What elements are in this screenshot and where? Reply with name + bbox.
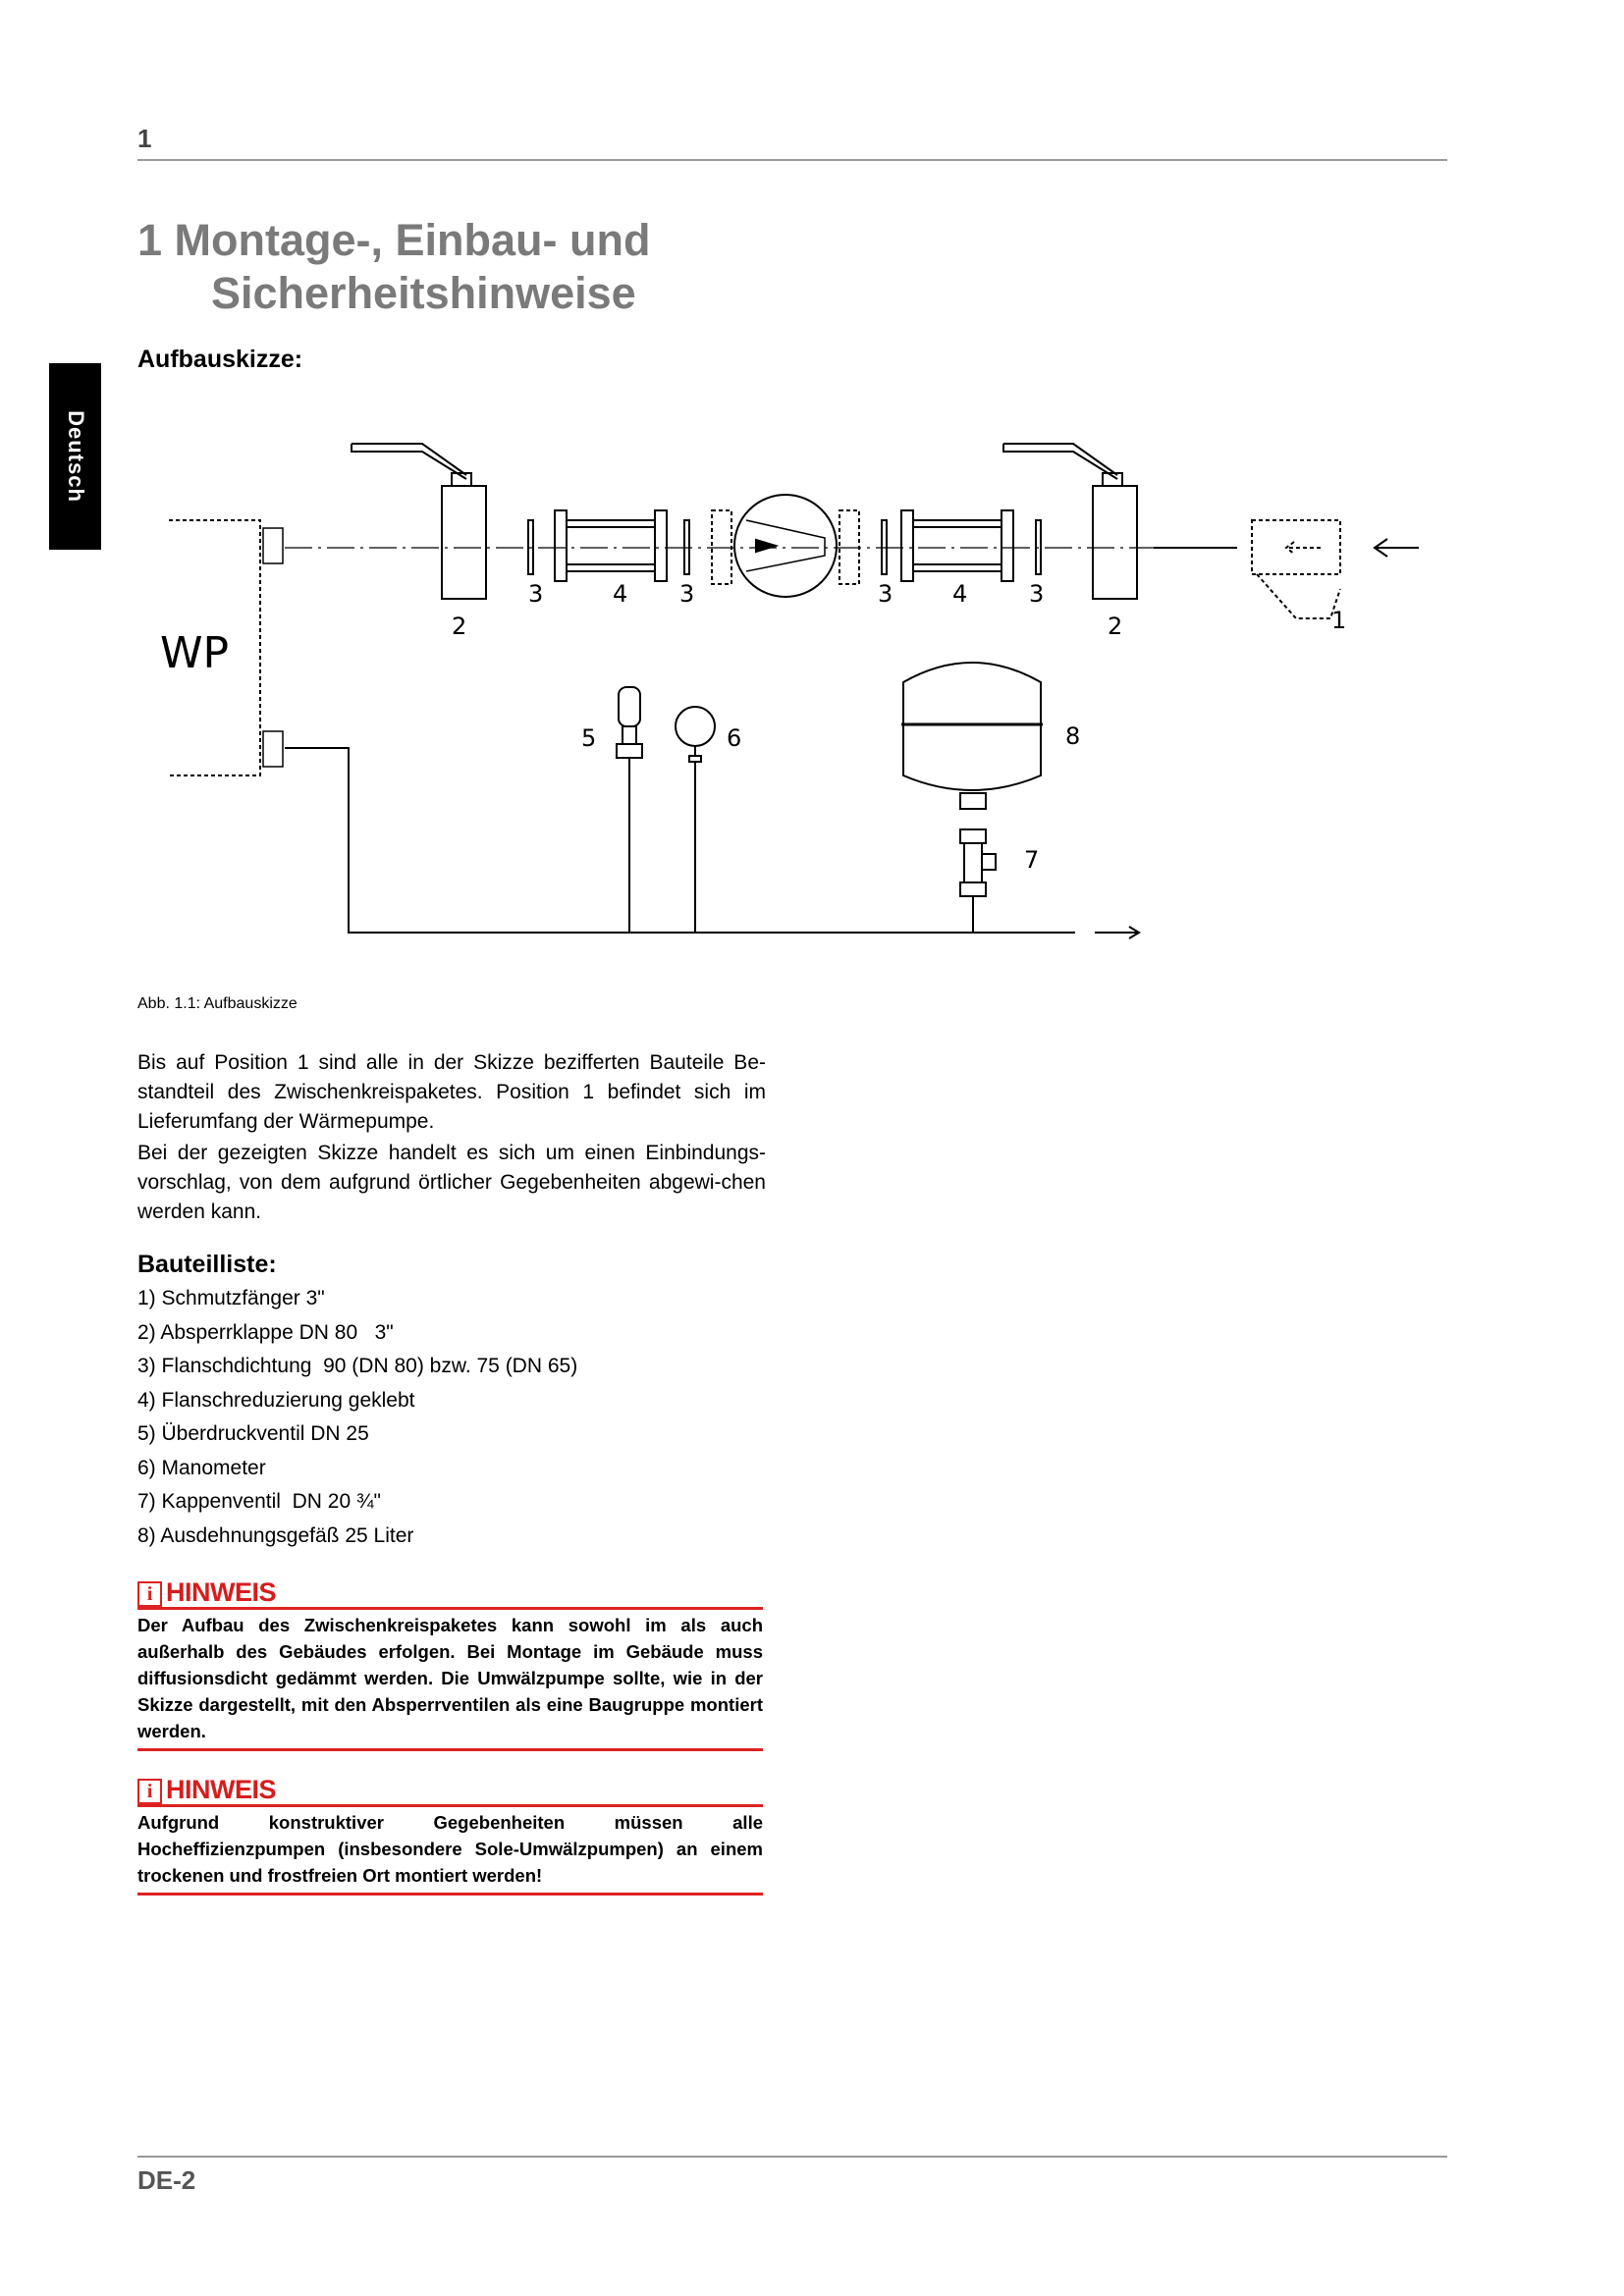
- list-item: 3) Flanschdichtung 90 (DN 80) bzw. 75 (DN 65): [137, 1355, 578, 1377]
- paragraph-proposal: Bei der gezeigten Skizze handelt es sich um einen Einbindungs-vorschlag, von dem aufgrund örtlicher Gegebenheiten abgewi-chen werden kann.: [137, 1142, 766, 1223]
- language-tab: [49, 363, 101, 550]
- parts-heading: Bauteilliste:: [137, 1251, 277, 1278]
- sketch-heading: Aufbauskizze:: [137, 346, 303, 373]
- page-title-line1: 1 Montage-, Einbau- und: [137, 215, 651, 265]
- footer-rule: [137, 2156, 1447, 2158]
- page-title-line2: Sicherheitshinweise: [211, 268, 636, 318]
- list-item: 1) Schmutzfänger 3": [137, 1287, 325, 1309]
- label-3-b: 3: [679, 580, 695, 608]
- label-8: 8: [1065, 722, 1081, 750]
- header-rule: [137, 159, 1447, 161]
- chapter-number: 1: [137, 124, 152, 153]
- outflow-arrow: [1095, 927, 1139, 938]
- notice-title: HINWEIS: [166, 1577, 277, 1607]
- paragraph-scope: Bis auf Position 1 sind alle in der Skizze bezifferten Bauteile Be-standteil des Zwischenkreispaketes. Position 1 befindet sich im Lieferumfang der Wärmepumpe.: [137, 1051, 766, 1133]
- list-item: 2) Absperrklappe DN 80 3": [137, 1320, 394, 1344]
- manometer: [676, 707, 715, 933]
- label-7: 7: [1024, 846, 1040, 874]
- notice-bottom-rule: [137, 1893, 763, 1896]
- overpressure-valve: [617, 687, 642, 933]
- shutoff-valve-left: [352, 444, 486, 599]
- label-5: 5: [581, 724, 597, 752]
- wp-return-connector: [263, 731, 283, 767]
- label-1: 1: [1331, 607, 1347, 634]
- label-3-c: 3: [878, 580, 893, 608]
- notice-text: Der Aufbau des Zwischenkreispaketes kann sowohl im als auch außerhalb des Gebäudes erfolgen. Bei Montage im Gebäude muss diffusionsdicht gedämmt werden. Die Umwälzpumpe sollte, wie in der Skizze dargestellt, mit den Absperrventilen als eine Baugruppe montiert werden.: [137, 1615, 763, 1741]
- figure-caption: Abb. 1.1: Aufbauskizze: [137, 995, 298, 1012]
- notice-text: Aufgrund konstruktiver Gegebenheiten müssen alle Hocheffizienzpumpen (insbesondere Sole-Umwälzpumpen) an einem trockenen und frostfreien Ort montiert werden!: [137, 1812, 763, 1886]
- wp-label: WP: [160, 628, 230, 678]
- notice-bottom-rule: [137, 1748, 763, 1751]
- label-3-d: 3: [1029, 580, 1045, 608]
- circulation-pump: [712, 495, 859, 597]
- notice-box: [137, 1771, 763, 1896]
- notice-header: [137, 1771, 763, 1804]
- page-title: [137, 214, 650, 320]
- installation-diagram: [157, 422, 1463, 972]
- label-6: 6: [727, 724, 742, 752]
- label-4-left: 4: [613, 580, 628, 608]
- label-2-left: 2: [452, 613, 467, 640]
- list-item: 8) Ausdehnungsgefäß 25 Liter: [137, 1523, 414, 1547]
- info-icon: i: [137, 1779, 162, 1804]
- shutoff-valve-right: [1003, 444, 1137, 599]
- dirt-strainer: [1252, 520, 1340, 618]
- pipe-return: [285, 748, 1075, 933]
- label-4-right: 4: [952, 580, 968, 608]
- flange-assembly-right: [882, 510, 1041, 581]
- list-item: 5) Überdruckventil DN 25: [137, 1422, 369, 1445]
- expansion-vessel: [901, 663, 1043, 809]
- list-item: 7) Kappenventil DN 20 ¾": [137, 1490, 381, 1513]
- notice-header: [137, 1574, 763, 1607]
- inflow-arrow: [1375, 539, 1419, 557]
- language-tab-label: Deutsch: [63, 410, 88, 503]
- info-icon: i: [137, 1581, 162, 1607]
- strainer-flow-arrow: [1286, 542, 1321, 554]
- cap-valve: [960, 829, 996, 933]
- notice-title: HINWEIS: [166, 1775, 277, 1804]
- list-item: 6) Manometer: [137, 1456, 266, 1479]
- parts-list: [137, 1282, 577, 1553]
- wp-outlet-connector: [263, 528, 283, 563]
- label-3-a: 3: [528, 580, 544, 608]
- flange-assembly-left: [528, 510, 689, 581]
- page-number: DE-2: [137, 2165, 196, 2195]
- list-item: 4) Flanschreduzierung geklebt: [137, 1388, 415, 1412]
- label-2-right: 2: [1108, 613, 1123, 640]
- notice-box: [137, 1574, 763, 1751]
